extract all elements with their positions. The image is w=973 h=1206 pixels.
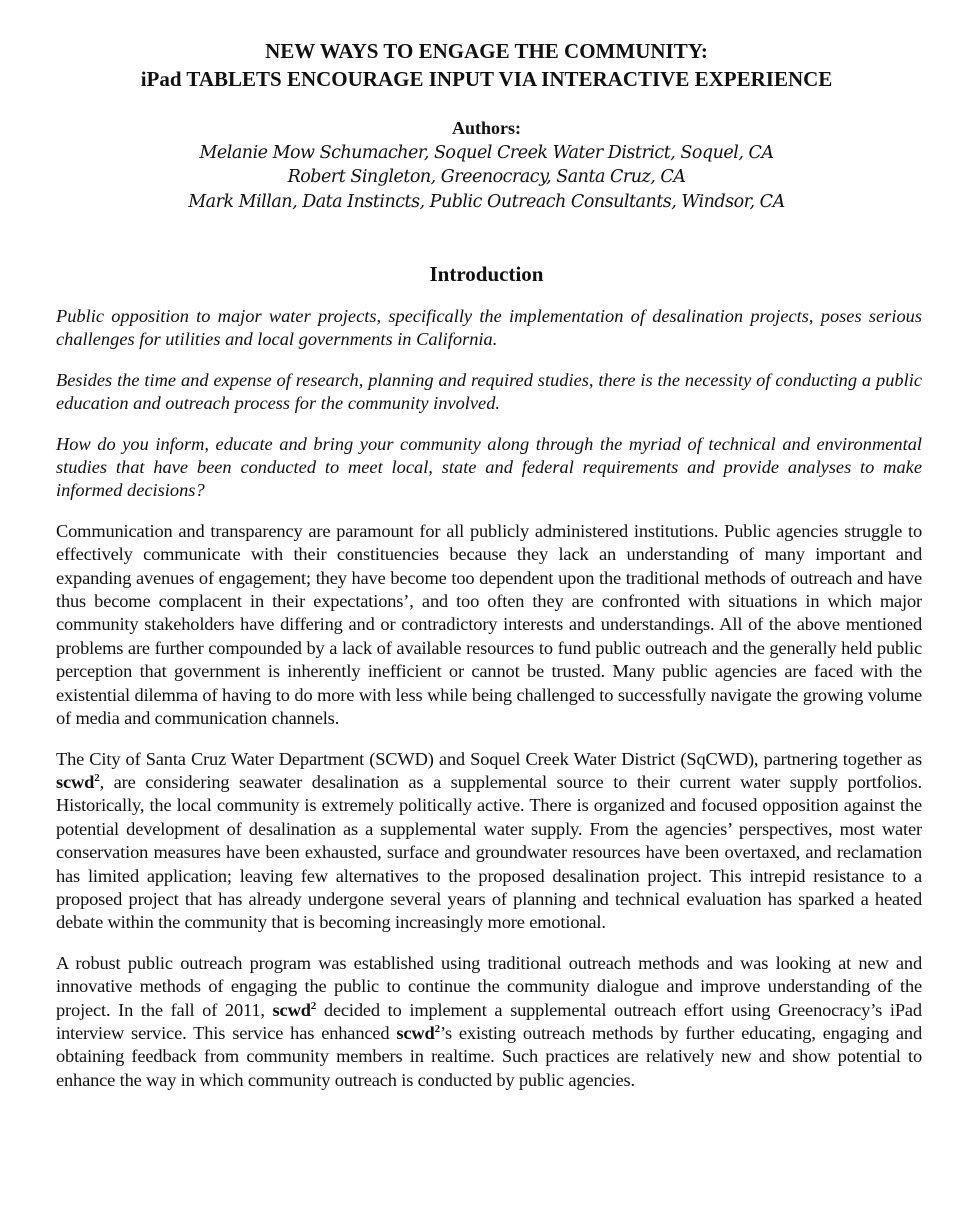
- title-line-2: iPad TABLETS ENCOURAGE INPUT VIA INTERACTIVE EXPERIENCE: [140, 67, 833, 91]
- paragraph-text: decided to implement a supplemental outreach effort using Greenocracy’s iPad interview service. This service has enhanced: [56, 999, 922, 1043]
- author-line: Robert Singleton, Greenocracy, Santa Cruz, CA: [287, 167, 686, 187]
- paragraph-text: The City of Santa Cruz Water Department (SCWD) and Soquel Creek Water District (SqCWD), partnering together as: [56, 748, 922, 769]
- paragraph-text: , are considering seawater desalination as a supplemental source to their current water supply portfolios. Historically, the local community is extremely politically active. There is organized and focused opposition against the potential development of desalination as a supplemental water supply. From the agencies’ perspectives, most water conservation measures have been exhausted, surface and groundwater resources have been overtaxed, and reclamation has limited application; leaving few alternatives to the proposed desalination project. This intrepid resistance to a proposed project that has already undergone several years of planning and technical evaluation has sparked a heated debate within the community that is becoming increasingly more emotional.: [56, 771, 922, 933]
- authors-block: [0, 116, 973, 214]
- author-line: Mark Millan, Data Instincts, Public Outreach Consultants, Windsor, CA: [188, 191, 785, 212]
- intro-paragraph: Besides the time and expense of research, planning and required studies, there is the necessity of conducting a public education and outreach process for the community involved.: [56, 369, 922, 414]
- body-paragraph: [56, 952, 922, 1092]
- brand-superscript: 2: [94, 771, 100, 784]
- intro-paragraph: Public opposition to major water projects, specifically the implementation of desalination projects, poses serious challenges for utilities and local governments in California.: [56, 306, 922, 350]
- brand-text: scwd: [396, 1022, 435, 1043]
- section-heading-introduction: Introduction: [429, 262, 544, 286]
- body-paragraph: [56, 748, 922, 935]
- brand-superscript: 2: [434, 1022, 440, 1035]
- document-body: [56, 305, 922, 1109]
- scwd2-brand: [56, 772, 100, 792]
- scwd2-brand: [273, 1000, 317, 1020]
- brand-text: scwd: [272, 999, 311, 1020]
- paragraph-text: ’s existing outreach methods by further educating, engaging and obtaining feedback from community members in realtime. Such practices are relatively new and show potential to enhance the way in which community outreach is conducted by public agencies.: [56, 1022, 923, 1090]
- scwd2-brand: [396, 1023, 440, 1043]
- title-line-1: NEW WAYS TO ENGAGE THE COMMUNITY:: [265, 39, 708, 63]
- paragraph-text: A robust public outreach program was established using traditional outreach methods and was looking at new and innovative methods of engaging the public to continue the community dialogue and improve understanding of the project. In the fall of 2011,: [56, 952, 922, 1020]
- brand-superscript: 2: [310, 999, 317, 1012]
- body-paragraph: Communication and transparency are paramount for all publicly administered institutions. Public agencies struggle to effectively communicate with their constituencies because they lack an understanding of many important and expanding avenues of engagement; they have become too dependent upon the traditional methods of outreach and have thus become complacent in their expectations’, and too often they are confronted with situations in which major community stakeholders have differing and or contradictory interests and understandings. All of the above mentioned problems are further compounded by a lack of available resources to fund public outreach and the generally held public perception that government is inherently inefficient or cannot be trusted. Many public agencies are faced with the existential dilemma of having to do more with less while being challenged to successfully navigate the growing volume of media and communication channels.: [56, 520, 922, 729]
- intro-paragraph: How do you inform, educate and bring your community along through the myriad of technical and environmental studies that have been conducted to meet local, state and federal requirements and provide analyses to make informed decisions?: [56, 433, 922, 501]
- document-title: [0, 37, 973, 93]
- author-line: Melanie Mow Schumacher, Soquel Creek Water District, Soquel, CA: [199, 142, 774, 163]
- brand-text: scwd: [56, 771, 95, 792]
- authors-label: Authors:: [451, 118, 521, 138]
